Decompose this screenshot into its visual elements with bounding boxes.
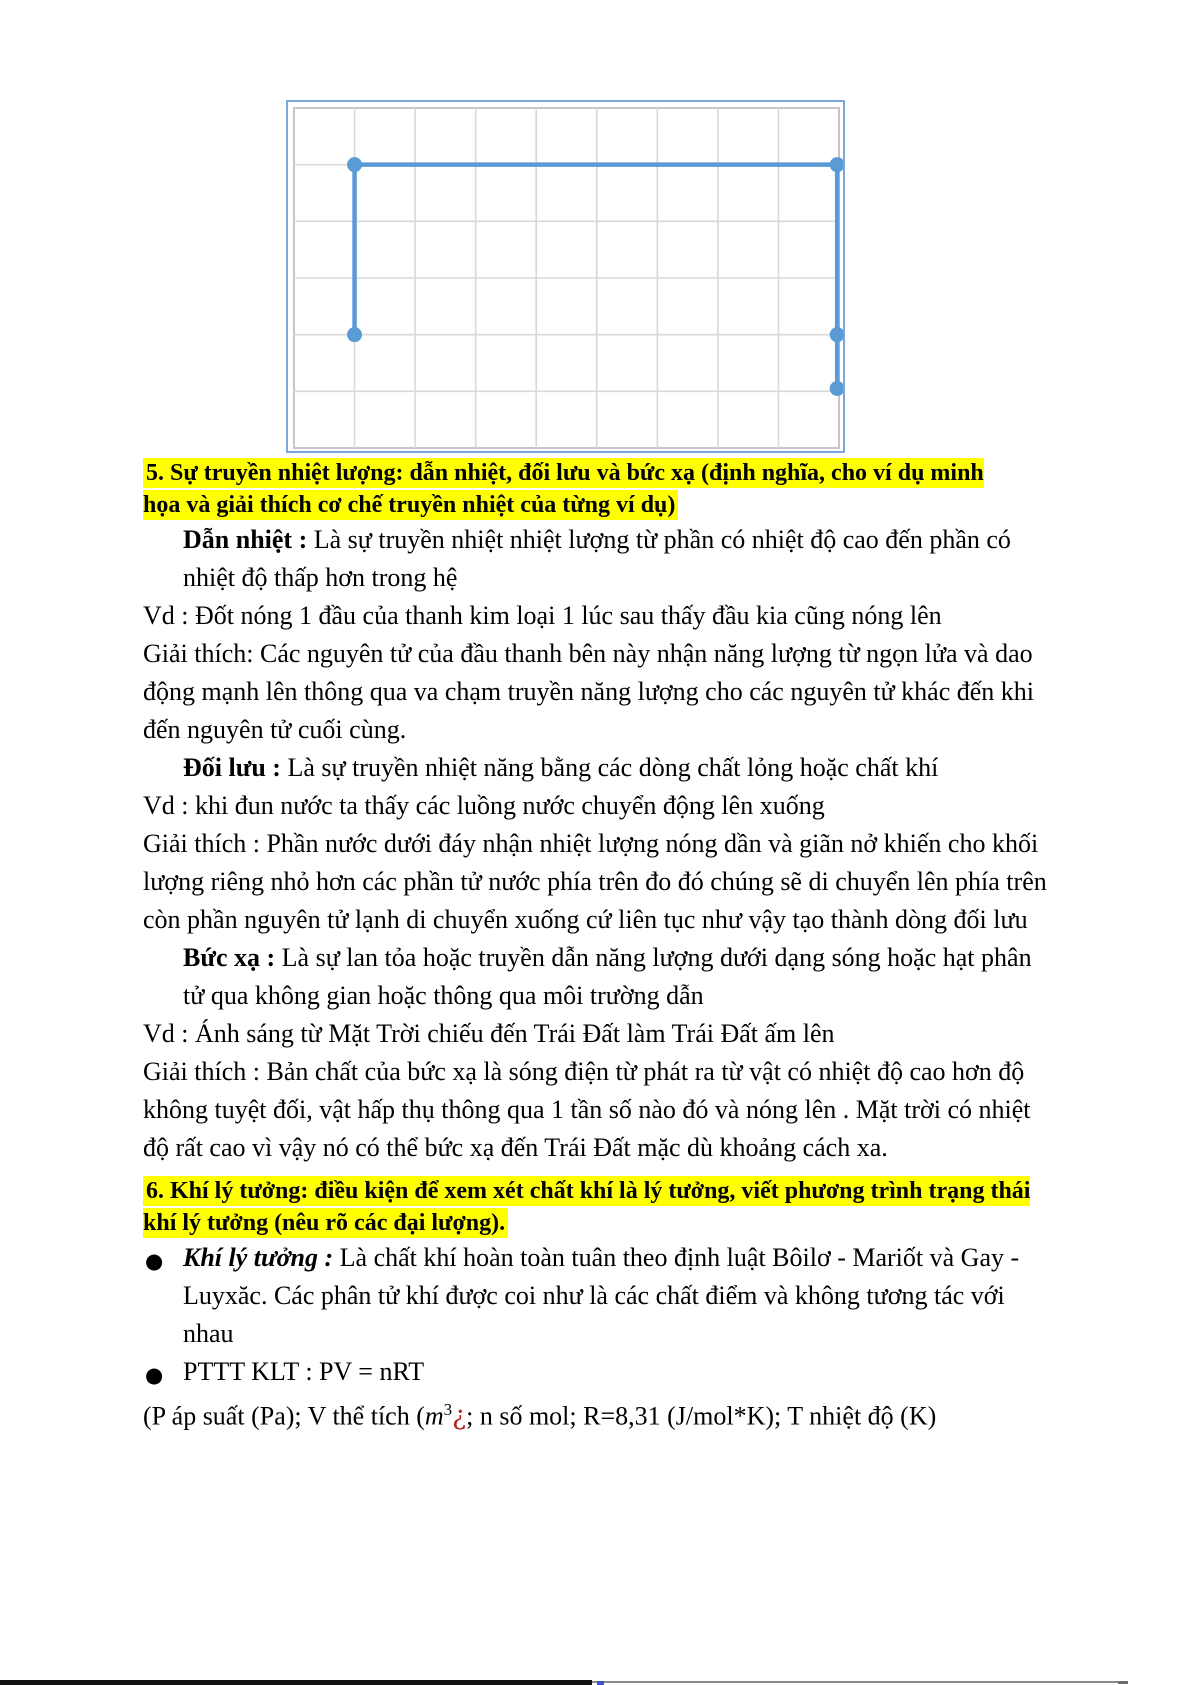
taskbar-light-segment (592, 1681, 1128, 1683)
chart-canvas (288, 102, 843, 451)
bullet-pttt-text: PTTT KLT : PV = nRT (183, 1357, 425, 1386)
explanation-dan-nhiet: Giải thích: Các nguyên tử của đầu thanh bên này nhận năng lượng từ ngọn lửa và dao động mạnh lên thông qua va chạm truyền năng lượng cho các nguyên tử khác đến khi đến nguyên tử cuối cùng. (143, 639, 1035, 744)
explanation-buc-xa: Giải thích : Bản chất của bức xạ là sóng điện từ phát ra từ vật có nhiệt độ cao hơn độ không tuyệt đối, vật hấp thụ thông qua 1 tần số nào đó và nóng lên . Mặt trời có nhiệt độ rất cao vì vậy nó có thể bức xạ đến Trái Đất mặc dù khoảng cách xa. (143, 1057, 1031, 1162)
definition-doi-luu-text: Là sự truyền nhiệt năng bằng các dòng chất lỏng hoặc chất khí (280, 753, 939, 782)
bullet-pttt (143, 1353, 1048, 1391)
section-heading-5-text: 5. Sự truyền nhiệt lượng: dẫn nhiệt, đối lưu và bức xạ (định nghĩa, cho ví dụ minh họa và giải thích cơ chế truyền nhiệt của từng ví dụ) (143, 460, 984, 518)
bullet-khi-ly-tuong-text: Là chất khí hoàn toàn tuân theo định luật Bôilơ - Mariốt và Gay - Luyxăc. Các phân tử khí được coi như là các chất điểm và không tương tác với nhau (183, 1243, 1020, 1348)
formula-suffix: ; n số mol; R=8,31 (J/mol*K); T nhiệt độ (K) (466, 1401, 937, 1431)
bullet-icon: ● (145, 1249, 164, 1273)
data-point-marker (830, 157, 843, 172)
example-dan-nhiet: Vd : Đốt nóng 1 đầu của thanh kim loại 1 lúc sau thấy đầu kia cũng nóng lên (143, 601, 942, 630)
section-heading-6-text: 6. Khí lý tưởng: điều kiện để xem xét chất khí là lý tưởng, viết phương trình trạng thái khí lý tưởng (nêu rõ các đại lượng). (143, 1178, 1031, 1236)
data-point-marker (830, 327, 843, 342)
formula-variable: m (424, 1401, 444, 1431)
definition-dan-nhiet-term: Dẫn nhiệt : (183, 525, 308, 554)
data-series-line (355, 165, 838, 389)
document-body (143, 457, 1048, 1436)
data-point-marker (830, 381, 843, 396)
embedded-chart[interactable] (286, 100, 845, 453)
definition-dan-nhiet-text: Là sự truyền nhiệt nhiệt lượng từ phần có nhiệt độ cao đến phần có nhiệt độ thấp hơn trong hệ (183, 525, 1011, 592)
formula-prefix: (P áp suất (Pa); V thể tích ( (143, 1401, 425, 1431)
data-point-marker (347, 157, 362, 172)
example-doi-luu: Vd : khi đun nước ta thấy các luồng nước chuyển động lên xuống (143, 791, 825, 820)
definition-doi-luu (143, 749, 1048, 787)
definition-buc-xa (143, 939, 1048, 1015)
definition-dan-nhiet (143, 521, 1048, 597)
formula-line (143, 1391, 1048, 1436)
definition-buc-xa-term: Bức xạ : (183, 943, 276, 972)
bullet-icon: ● (145, 1363, 164, 1387)
definition-buc-xa-text: Là sự lan tỏa hoặc truyền dẫn năng lượng dưới dạng sóng hoặc hạt phân tử qua không gian hoặc thông qua môi trường dẫn (183, 943, 1032, 1010)
section-heading-6 (143, 1175, 1048, 1239)
taskbar-accent-dot (597, 1681, 604, 1685)
bullet-khi-ly-tuong (143, 1239, 1048, 1353)
explanation-doi-luu: Giải thích : Phần nước dưới đáy nhận nhiệt lượng nóng dần và giãn nở khiến cho khối lượng riêng nhỏ hơn các phần tử nước phía trên đo đó chúng sẽ di chuyển lên phía trên còn phần nguyên tử lạnh di chuyển xuống cứ liên tục như vậy tạo thành dòng đối lưu (143, 829, 1047, 934)
definition-doi-luu-term: Đối lưu : (183, 753, 281, 782)
taskbar-dark-segment (0, 1680, 592, 1685)
example-buc-xa: Vd : Ánh sáng từ Mặt Trời chiếu đến Trái Đất làm Trái Đất ấm lên (143, 1019, 835, 1048)
taskbar-edge[interactable] (0, 1680, 1191, 1685)
formula-exponent: 3 (443, 1400, 453, 1419)
broken-equation-glyph: ¿ (452, 1401, 467, 1432)
taskbar-right-tick (1118, 1681, 1128, 1684)
bullet-khi-ly-tuong-term: Khí lý tưởng : (183, 1243, 334, 1272)
section-heading-5 (143, 457, 993, 521)
data-point-marker (347, 327, 362, 342)
